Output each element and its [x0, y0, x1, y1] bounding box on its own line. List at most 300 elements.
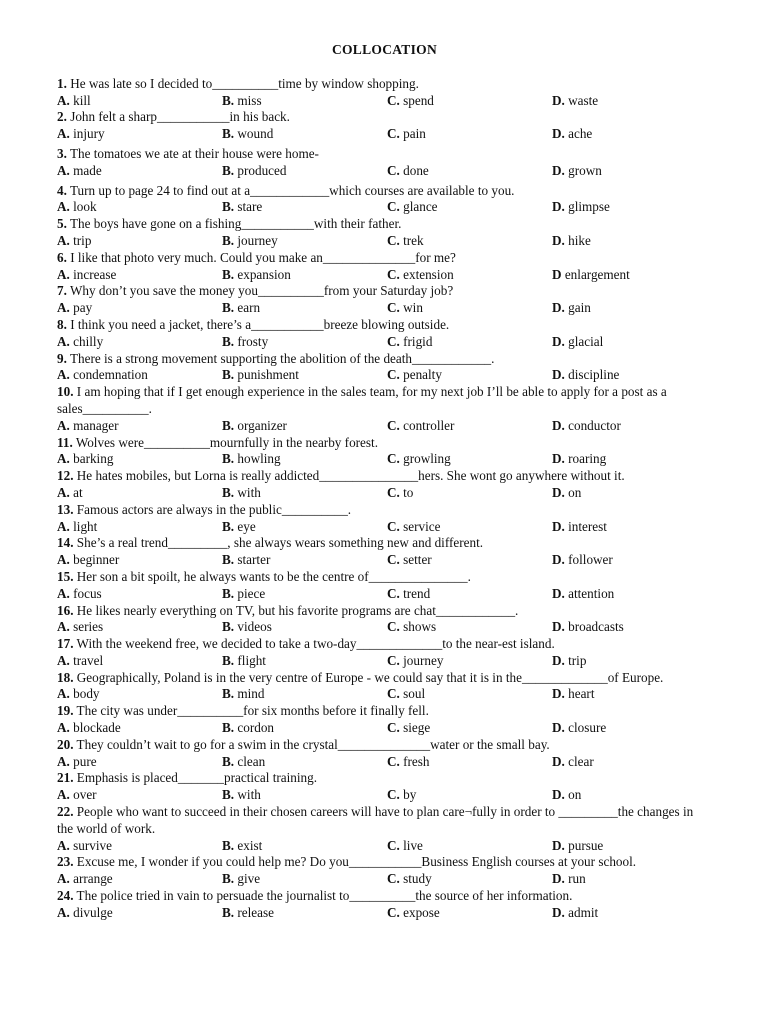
answer-option[interactable]: [222, 451, 387, 468]
answer-option[interactable]: [387, 93, 552, 110]
answer-option[interactable]: [222, 754, 387, 771]
option-letter: D.: [552, 787, 565, 803]
question-item: [57, 535, 712, 569]
option-letter: A.: [57, 518, 70, 534]
option-text: give: [237, 871, 261, 887]
option-text: release: [237, 904, 274, 920]
answer-option[interactable]: [552, 905, 598, 922]
question-item: [57, 183, 712, 217]
question-item: [57, 435, 712, 469]
option-text: light: [73, 518, 98, 534]
answer-option[interactable]: [552, 754, 594, 771]
question-number: 6.: [57, 249, 67, 265]
option-text: extension: [403, 266, 454, 282]
option-letter: B.: [222, 333, 235, 349]
option-letter: C.: [387, 232, 400, 248]
option-letter: B.: [222, 787, 235, 803]
answer-options: [57, 367, 712, 384]
option-text: interest: [568, 518, 607, 534]
option-text: follower: [568, 552, 613, 568]
question-number: 17.: [57, 636, 74, 652]
answer-options: [57, 787, 712, 804]
question-stem: [57, 703, 712, 720]
answer-option[interactable]: [387, 653, 552, 670]
question-number: 23.: [57, 854, 74, 870]
answer-option[interactable]: [552, 720, 606, 737]
question-item: [57, 76, 712, 110]
option-letter: A.: [57, 552, 70, 568]
answer-option[interactable]: [552, 418, 621, 435]
option-letter: C.: [387, 904, 400, 920]
answer-option[interactable]: [222, 552, 387, 569]
option-text: beginner: [73, 552, 120, 568]
option-text: wound: [237, 126, 274, 142]
question-text: Famous actors are always in the public__________.: [76, 501, 352, 517]
option-letter: D.: [552, 232, 565, 248]
answer-option[interactable]: [387, 787, 552, 804]
option-letter: B.: [222, 871, 235, 887]
option-text: flight: [237, 652, 266, 668]
option-letter: C.: [387, 871, 400, 887]
answer-option[interactable]: [387, 720, 552, 737]
option-letter: A.: [57, 619, 70, 635]
option-letter: C.: [387, 162, 400, 178]
answer-option[interactable]: [222, 267, 387, 284]
option-letter: C.: [387, 619, 400, 635]
question-stem: [57, 146, 712, 163]
option-letter: C.: [387, 199, 400, 215]
answer-option[interactable]: [552, 653, 586, 670]
answer-option[interactable]: [387, 586, 552, 603]
answer-option[interactable]: [387, 126, 552, 143]
answer-option[interactable]: [387, 619, 552, 636]
answer-option[interactable]: [387, 754, 552, 771]
question-stem: [57, 351, 712, 368]
answer-option[interactable]: [222, 300, 387, 317]
question-item: [57, 770, 712, 804]
option-text: over: [73, 787, 97, 803]
answer-option[interactable]: [57, 838, 222, 855]
question-item: [57, 603, 712, 637]
question-number: 3.: [57, 145, 67, 161]
option-text: siege: [403, 720, 431, 736]
option-letter: A.: [57, 720, 70, 736]
question-number: 22.: [57, 804, 74, 820]
question-text: Geographically, Poland is in the very centre of Europe - we could say that it is in the_____________of Europe.: [76, 669, 664, 685]
option-text: closure: [568, 720, 607, 736]
answer-option[interactable]: [552, 367, 619, 384]
question-text: John felt a sharp___________in his back.: [70, 109, 290, 125]
option-letter: C.: [387, 552, 400, 568]
answer-option[interactable]: [57, 267, 222, 284]
question-stem: [57, 317, 712, 334]
option-text: pay: [73, 300, 93, 316]
answer-option[interactable]: [57, 871, 222, 888]
option-text: on: [568, 787, 582, 803]
answer-options: [57, 485, 712, 502]
option-letter: A.: [57, 753, 70, 769]
option-letter: B.: [222, 686, 235, 702]
question-text: The police tried in vain to persuade the journalist to__________the source of her information.: [76, 888, 573, 904]
answer-option[interactable]: [57, 586, 222, 603]
option-letter: A.: [57, 585, 70, 601]
question-text: I like that photo very much. Could you make an______________for me?: [70, 249, 456, 265]
option-letter: B.: [222, 652, 235, 668]
answer-option[interactable]: [222, 905, 387, 922]
option-text: travel: [73, 652, 104, 668]
answer-option[interactable]: [222, 686, 387, 703]
option-text: expose: [403, 904, 440, 920]
question-list: [57, 76, 712, 922]
question-text: I am hoping that if I get enough experience in the sales team, for my next job I’ll be able to apply for a post as a sales__________.: [57, 384, 667, 416]
option-letter: B.: [222, 417, 235, 433]
answer-option[interactable]: [222, 93, 387, 110]
question-item: [57, 703, 712, 737]
option-text: piece: [237, 585, 266, 601]
answer-options: [57, 126, 712, 143]
answer-option[interactable]: [57, 367, 222, 384]
answer-option[interactable]: [552, 619, 624, 636]
option-letter: A.: [57, 652, 70, 668]
option-text: ache: [568, 126, 593, 142]
question-item: [57, 636, 712, 670]
option-letter: D.: [552, 162, 565, 178]
question-number: 16.: [57, 602, 74, 618]
option-letter: D.: [552, 484, 565, 500]
option-letter: D: [552, 266, 562, 282]
question-text: He likes nearly everything on TV, but his favorite programs are chat____________.: [76, 602, 519, 618]
option-text: body: [73, 686, 100, 702]
option-text: frosty: [237, 333, 269, 349]
answer-option[interactable]: [387, 552, 552, 569]
option-letter: B.: [222, 904, 235, 920]
option-letter: C.: [387, 686, 400, 702]
option-text: conductor: [568, 417, 621, 433]
answer-options: [57, 418, 712, 435]
answer-option[interactable]: [387, 686, 552, 703]
answer-option[interactable]: [222, 126, 387, 143]
answer-option[interactable]: [552, 838, 603, 855]
answer-option[interactable]: [57, 93, 222, 110]
option-letter: D.: [552, 518, 565, 534]
option-letter: A.: [57, 367, 70, 383]
answer-option[interactable]: [57, 485, 222, 502]
question-text: He was late so I decided to__________time by window shopping.: [70, 75, 419, 91]
question-number: 5.: [57, 216, 67, 232]
option-text: trip: [568, 652, 587, 668]
answer-options: [57, 552, 712, 569]
option-text: arrange: [73, 871, 113, 887]
answer-option[interactable]: [222, 233, 387, 250]
option-letter: B.: [222, 518, 235, 534]
option-letter: C.: [387, 367, 400, 383]
option-text: clear: [568, 753, 594, 769]
answer-option[interactable]: [387, 267, 552, 284]
answer-options: [57, 233, 712, 250]
option-letter: C.: [387, 518, 400, 534]
question-text: Wolves were__________mournfully in the nearby forest.: [75, 434, 379, 450]
question-item: [57, 569, 712, 603]
question-text: With the weekend free, we decided to take a two-day_____________to the near-est island.: [76, 636, 555, 652]
answer-option[interactable]: [552, 334, 603, 351]
option-text: to: [403, 484, 414, 500]
answer-option[interactable]: [222, 418, 387, 435]
question-item: [57, 283, 712, 317]
answer-option[interactable]: [387, 367, 552, 384]
answer-option[interactable]: [387, 451, 552, 468]
answer-option[interactable]: [222, 199, 387, 216]
option-text: howling: [237, 451, 281, 467]
option-letter: B.: [222, 266, 235, 282]
option-letter: D.: [552, 367, 565, 383]
question-number: 18.: [57, 669, 74, 685]
answer-option[interactable]: [552, 871, 586, 888]
option-text: gain: [568, 300, 591, 316]
option-text: glacial: [568, 333, 604, 349]
answer-option[interactable]: [387, 485, 552, 502]
option-letter: C.: [387, 753, 400, 769]
question-stem: [57, 283, 712, 300]
option-text: service: [403, 518, 441, 534]
option-text: discipline: [568, 367, 620, 383]
option-letter: A.: [57, 686, 70, 702]
answer-option[interactable]: [552, 126, 592, 143]
answer-option[interactable]: [222, 787, 387, 804]
option-text: pursue: [568, 837, 604, 853]
answer-option[interactable]: [552, 519, 607, 536]
option-text: earn: [237, 300, 261, 316]
answer-option[interactable]: [552, 267, 630, 284]
option-letter: B.: [222, 199, 235, 215]
option-text: condemnation: [73, 367, 148, 383]
option-text: waste: [568, 92, 599, 108]
answer-option[interactable]: [387, 838, 552, 855]
answer-option[interactable]: [57, 905, 222, 922]
option-text: admit: [568, 904, 599, 920]
answer-option[interactable]: [387, 418, 552, 435]
answer-option[interactable]: [222, 163, 387, 180]
answer-option[interactable]: [222, 485, 387, 502]
answer-option[interactable]: [57, 552, 222, 569]
option-text: stare: [237, 199, 263, 215]
option-text: frigid: [403, 333, 433, 349]
option-text: by: [403, 787, 417, 803]
option-letter: A.: [57, 232, 70, 248]
option-text: grown: [568, 162, 602, 178]
option-text: trek: [403, 232, 424, 248]
question-number: 24.: [57, 888, 74, 904]
option-letter: C.: [387, 787, 400, 803]
answer-option[interactable]: [552, 552, 613, 569]
option-letter: A.: [57, 451, 70, 467]
answer-option[interactable]: [222, 653, 387, 670]
answer-option[interactable]: [552, 300, 591, 317]
option-letter: B.: [222, 753, 235, 769]
question-text: The city was under__________for six months before it finally fell.: [76, 703, 429, 719]
answer-option[interactable]: [222, 871, 387, 888]
option-text: enlargement: [564, 266, 630, 282]
option-letter: A.: [57, 787, 70, 803]
option-text: trend: [403, 585, 431, 601]
option-letter: A.: [57, 199, 70, 215]
answer-option[interactable]: [387, 300, 552, 317]
question-item: [57, 216, 712, 250]
question-text: Why don’t you save the money you__________from your Saturday job?: [69, 283, 454, 299]
option-letter: D.: [552, 451, 565, 467]
answer-option[interactable]: [57, 126, 222, 143]
answer-option[interactable]: [57, 451, 222, 468]
answer-option[interactable]: [552, 586, 614, 603]
option-text: pure: [73, 753, 97, 769]
option-text: exist: [237, 837, 263, 853]
answer-option[interactable]: [552, 787, 581, 804]
option-text: attention: [568, 585, 615, 601]
option-letter: D.: [552, 720, 565, 736]
option-letter: B.: [222, 619, 235, 635]
option-letter: D.: [552, 837, 565, 853]
option-text: spend: [403, 92, 434, 108]
question-stem: [57, 535, 712, 552]
option-letter: A.: [57, 871, 70, 887]
answer-option[interactable]: [222, 619, 387, 636]
question-item: [57, 670, 712, 704]
question-item: [57, 317, 712, 351]
answer-option[interactable]: [57, 787, 222, 804]
answer-options: [57, 519, 712, 536]
answer-options: [57, 838, 712, 855]
option-letter: C.: [387, 484, 400, 500]
answer-option[interactable]: [552, 233, 591, 250]
option-text: cordon: [237, 720, 275, 736]
option-letter: A.: [57, 92, 70, 108]
answer-option[interactable]: [222, 367, 387, 384]
answer-option[interactable]: [222, 334, 387, 351]
option-letter: B.: [222, 552, 235, 568]
answer-option[interactable]: [222, 838, 387, 855]
answer-option[interactable]: [57, 619, 222, 636]
page-title: COLLOCATION: [331, 42, 438, 57]
answer-option[interactable]: [57, 653, 222, 670]
answer-option[interactable]: [57, 720, 222, 737]
question-text: Her son a bit spoilt, he always wants to be the centre of_______________.: [76, 568, 471, 584]
option-text: injury: [73, 126, 105, 142]
answer-option[interactable]: [57, 199, 222, 216]
option-letter: B.: [222, 585, 235, 601]
option-letter: C.: [387, 417, 400, 433]
answer-option[interactable]: [387, 334, 552, 351]
question-item: [57, 804, 712, 854]
option-letter: C.: [387, 652, 400, 668]
answer-options: [57, 905, 712, 922]
answer-option[interactable]: [387, 871, 552, 888]
option-letter: D.: [552, 552, 565, 568]
option-text: shows: [403, 619, 437, 635]
answer-option[interactable]: [552, 451, 606, 468]
answer-option[interactable]: [552, 163, 602, 180]
answer-option[interactable]: [57, 519, 222, 536]
option-letter: C.: [387, 837, 400, 853]
answer-options: [57, 300, 712, 317]
question-number: 14.: [57, 535, 74, 551]
option-letter: C.: [387, 585, 400, 601]
option-text: study: [403, 871, 432, 887]
option-letter: D.: [552, 417, 565, 433]
question-item: [57, 351, 712, 385]
question-number: 2.: [57, 109, 67, 125]
answer-option[interactable]: [387, 519, 552, 536]
question-number: 1.: [57, 75, 67, 91]
option-letter: B.: [222, 367, 235, 383]
option-text: blockade: [73, 720, 121, 736]
answer-option[interactable]: [57, 334, 222, 351]
option-text: pain: [403, 126, 426, 142]
question-text: He hates mobiles, but Lorna is really addicted_______________hers. She wont go anywhere without it.: [76, 468, 625, 484]
option-letter: B.: [222, 451, 235, 467]
question-text: Emphasis is placed_______practical training.: [76, 770, 318, 786]
question-stem: [57, 384, 712, 418]
answer-option[interactable]: [552, 93, 598, 110]
option-text: hike: [568, 232, 591, 248]
question-stem: [57, 770, 712, 787]
question-text: Turn up to page 24 to find out at a____________which courses are available to you.: [69, 182, 515, 198]
option-text: journey: [403, 652, 444, 668]
question-stem: [57, 435, 712, 452]
option-letter: A.: [57, 126, 70, 142]
option-letter: B.: [222, 837, 235, 853]
answer-option[interactable]: [552, 485, 581, 502]
question-stem: [57, 888, 712, 905]
answer-option[interactable]: [57, 300, 222, 317]
answer-option[interactable]: [57, 163, 222, 180]
answer-option[interactable]: [387, 199, 552, 216]
option-letter: C.: [387, 333, 400, 349]
option-text: setter: [403, 552, 432, 568]
answer-option[interactable]: [552, 686, 594, 703]
answer-option[interactable]: [387, 905, 552, 922]
answer-options: [57, 871, 712, 888]
answer-option[interactable]: [222, 586, 387, 603]
option-letter: C.: [387, 720, 400, 736]
answer-option[interactable]: [552, 199, 610, 216]
option-text: barking: [73, 451, 114, 467]
option-text: survive: [73, 837, 112, 853]
question-item: [57, 888, 712, 922]
answer-option[interactable]: [222, 720, 387, 737]
answer-option[interactable]: [222, 519, 387, 536]
answer-option[interactable]: [57, 233, 222, 250]
option-text: controller: [403, 417, 455, 433]
question-item: [57, 384, 712, 434]
question-number: 13.: [57, 501, 74, 517]
question-stem: [57, 76, 712, 93]
answer-option[interactable]: [57, 418, 222, 435]
answer-option[interactable]: [387, 163, 552, 180]
option-letter: B.: [222, 484, 235, 500]
answer-option[interactable]: [57, 754, 222, 771]
option-text: kill: [73, 92, 91, 108]
question-stem: [57, 468, 712, 485]
question-text: The tomatoes we ate at their house were home-: [69, 145, 319, 161]
answer-option[interactable]: [387, 233, 552, 250]
question-stem: [57, 854, 712, 871]
question-number: 7.: [57, 283, 67, 299]
option-text: growling: [403, 451, 451, 467]
option-letter: B.: [222, 92, 235, 108]
answer-option[interactable]: [57, 686, 222, 703]
option-text: journey: [237, 232, 278, 248]
question-stem: [57, 183, 712, 200]
question-text: There is a strong movement supporting the abolition of the death____________.: [69, 350, 495, 366]
